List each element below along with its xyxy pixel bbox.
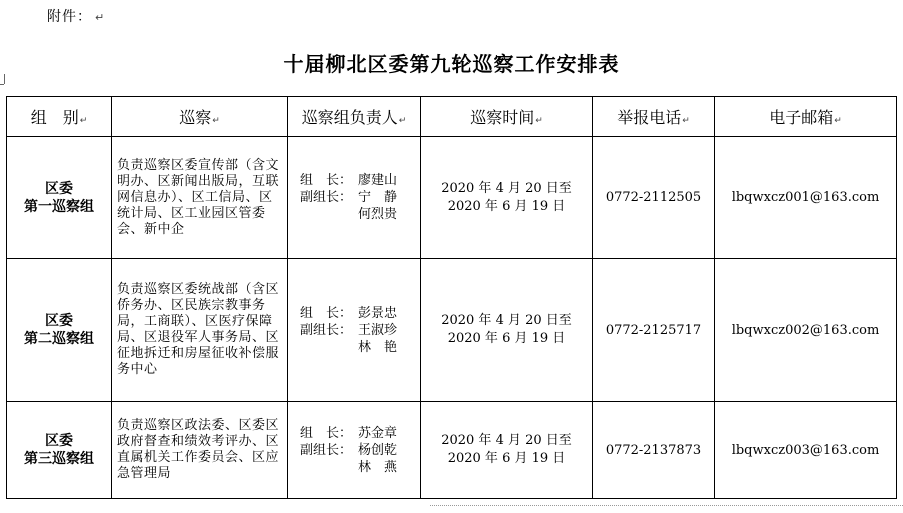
- group-cell: [7, 259, 112, 402]
- group-name: 第一巡察组: [24, 198, 94, 215]
- table-row: [7, 137, 897, 259]
- group-line: 区委: [45, 313, 73, 329]
- leader-label: 组 长：: [300, 305, 353, 321]
- header-time: 巡察时间↵: [421, 97, 593, 137]
- header-email: 电子邮箱↵: [715, 97, 897, 137]
- group-cell: [7, 402, 112, 499]
- table-row: [7, 402, 897, 499]
- time-cell: [421, 137, 593, 259]
- inspection-schedule-table: [6, 96, 897, 499]
- leader-label: 组 长：: [300, 173, 353, 188]
- group-name: 第三巡察组: [24, 451, 94, 467]
- header-leaders: 巡察组负责人↵: [288, 97, 421, 137]
- margin-corner-mark: [4, 74, 8, 84]
- deputy-label: 副组长：: [300, 322, 353, 338]
- phone-cell: 0772-2125717: [593, 259, 715, 402]
- time-cell: [421, 259, 593, 402]
- leaders-cell: [288, 137, 421, 259]
- margin-corner-mark: [0, 84, 4, 86]
- scope-cell: 负责巡察区政法委、区委区政府督查和绩效考评办、区直属机关工作委员会、区应急管理局: [112, 402, 288, 499]
- table-row: [7, 259, 897, 402]
- phone-cell: 0772-2112505: [593, 137, 715, 259]
- deputy-label: 副组长：: [300, 442, 353, 458]
- document-title: [0, 48, 903, 77]
- group-line: 区委: [45, 433, 73, 449]
- attachment-label: [47, 6, 105, 26]
- deputy-name: 宁 静: [358, 190, 398, 205]
- deputy-name: 林 燕: [358, 459, 398, 475]
- header-row: [7, 97, 897, 137]
- group-cell: [7, 137, 112, 259]
- leader-name: 廖建山: [358, 173, 398, 188]
- attachment-text: 附件：: [47, 9, 92, 25]
- deputy-name: 林 艳: [358, 339, 398, 355]
- time-end: 2020 年 6 月 19 日: [447, 198, 566, 214]
- deputy-label: 副组长：: [300, 190, 353, 205]
- phone-cell: 0772-2137873: [593, 402, 715, 499]
- leaders-cell: [288, 402, 421, 499]
- page-boundary-dotted-line: [430, 505, 903, 507]
- email-cell: lbqwxcz003@163.com: [715, 402, 897, 499]
- title-text: 十届柳北区委第九轮巡察工作安排表: [283, 52, 620, 76]
- email-cell: lbqwxcz001@163.com: [715, 137, 897, 259]
- deputy-name: 杨创乾: [358, 442, 398, 458]
- leaders-cell: [288, 259, 421, 402]
- leader-name: 苏金章: [358, 425, 398, 441]
- paragraph-mark-icon: ↵: [95, 11, 106, 24]
- header-phone: 举报电话↵: [593, 97, 715, 137]
- leader-name: 彭景忠: [358, 305, 398, 321]
- deputy-name: 何烈贵: [358, 207, 398, 222]
- time-start: 2020 年 4 月 20 日至: [441, 433, 572, 448]
- email-cell: lbqwxcz002@163.com: [715, 259, 897, 402]
- leader-label: 组 长：: [300, 425, 353, 441]
- group-line: 区委: [45, 180, 73, 197]
- time-start: 2020 年 4 月 20 日至: [441, 313, 572, 328]
- time-end: 2020 年 6 月 19 日: [447, 331, 566, 346]
- header-group: 组 别↵: [7, 97, 112, 137]
- time-end: 2020 年 6 月 19 日: [447, 451, 566, 466]
- header-scope: 巡察↵: [112, 97, 288, 137]
- scope-cell: 负责巡察区委统战部（含区侨务办、区民族宗教事务局，工商联）、区医疗保障局、区退役军人事务局、区征地拆迁和房屋征收补偿服务中心: [112, 259, 288, 402]
- time-cell: [421, 402, 593, 499]
- scope-cell: 负责巡察区委宣传部（含文明办、区新闻出版局，互联网信息办）、区工信局、区统计局、区工业园区管委会、新中企: [112, 137, 288, 259]
- time-start: 2020 年 4 月 20 日至: [441, 180, 572, 196]
- group-name: 第二巡察组: [24, 331, 94, 347]
- deputy-name: 王淑珍: [358, 322, 398, 338]
